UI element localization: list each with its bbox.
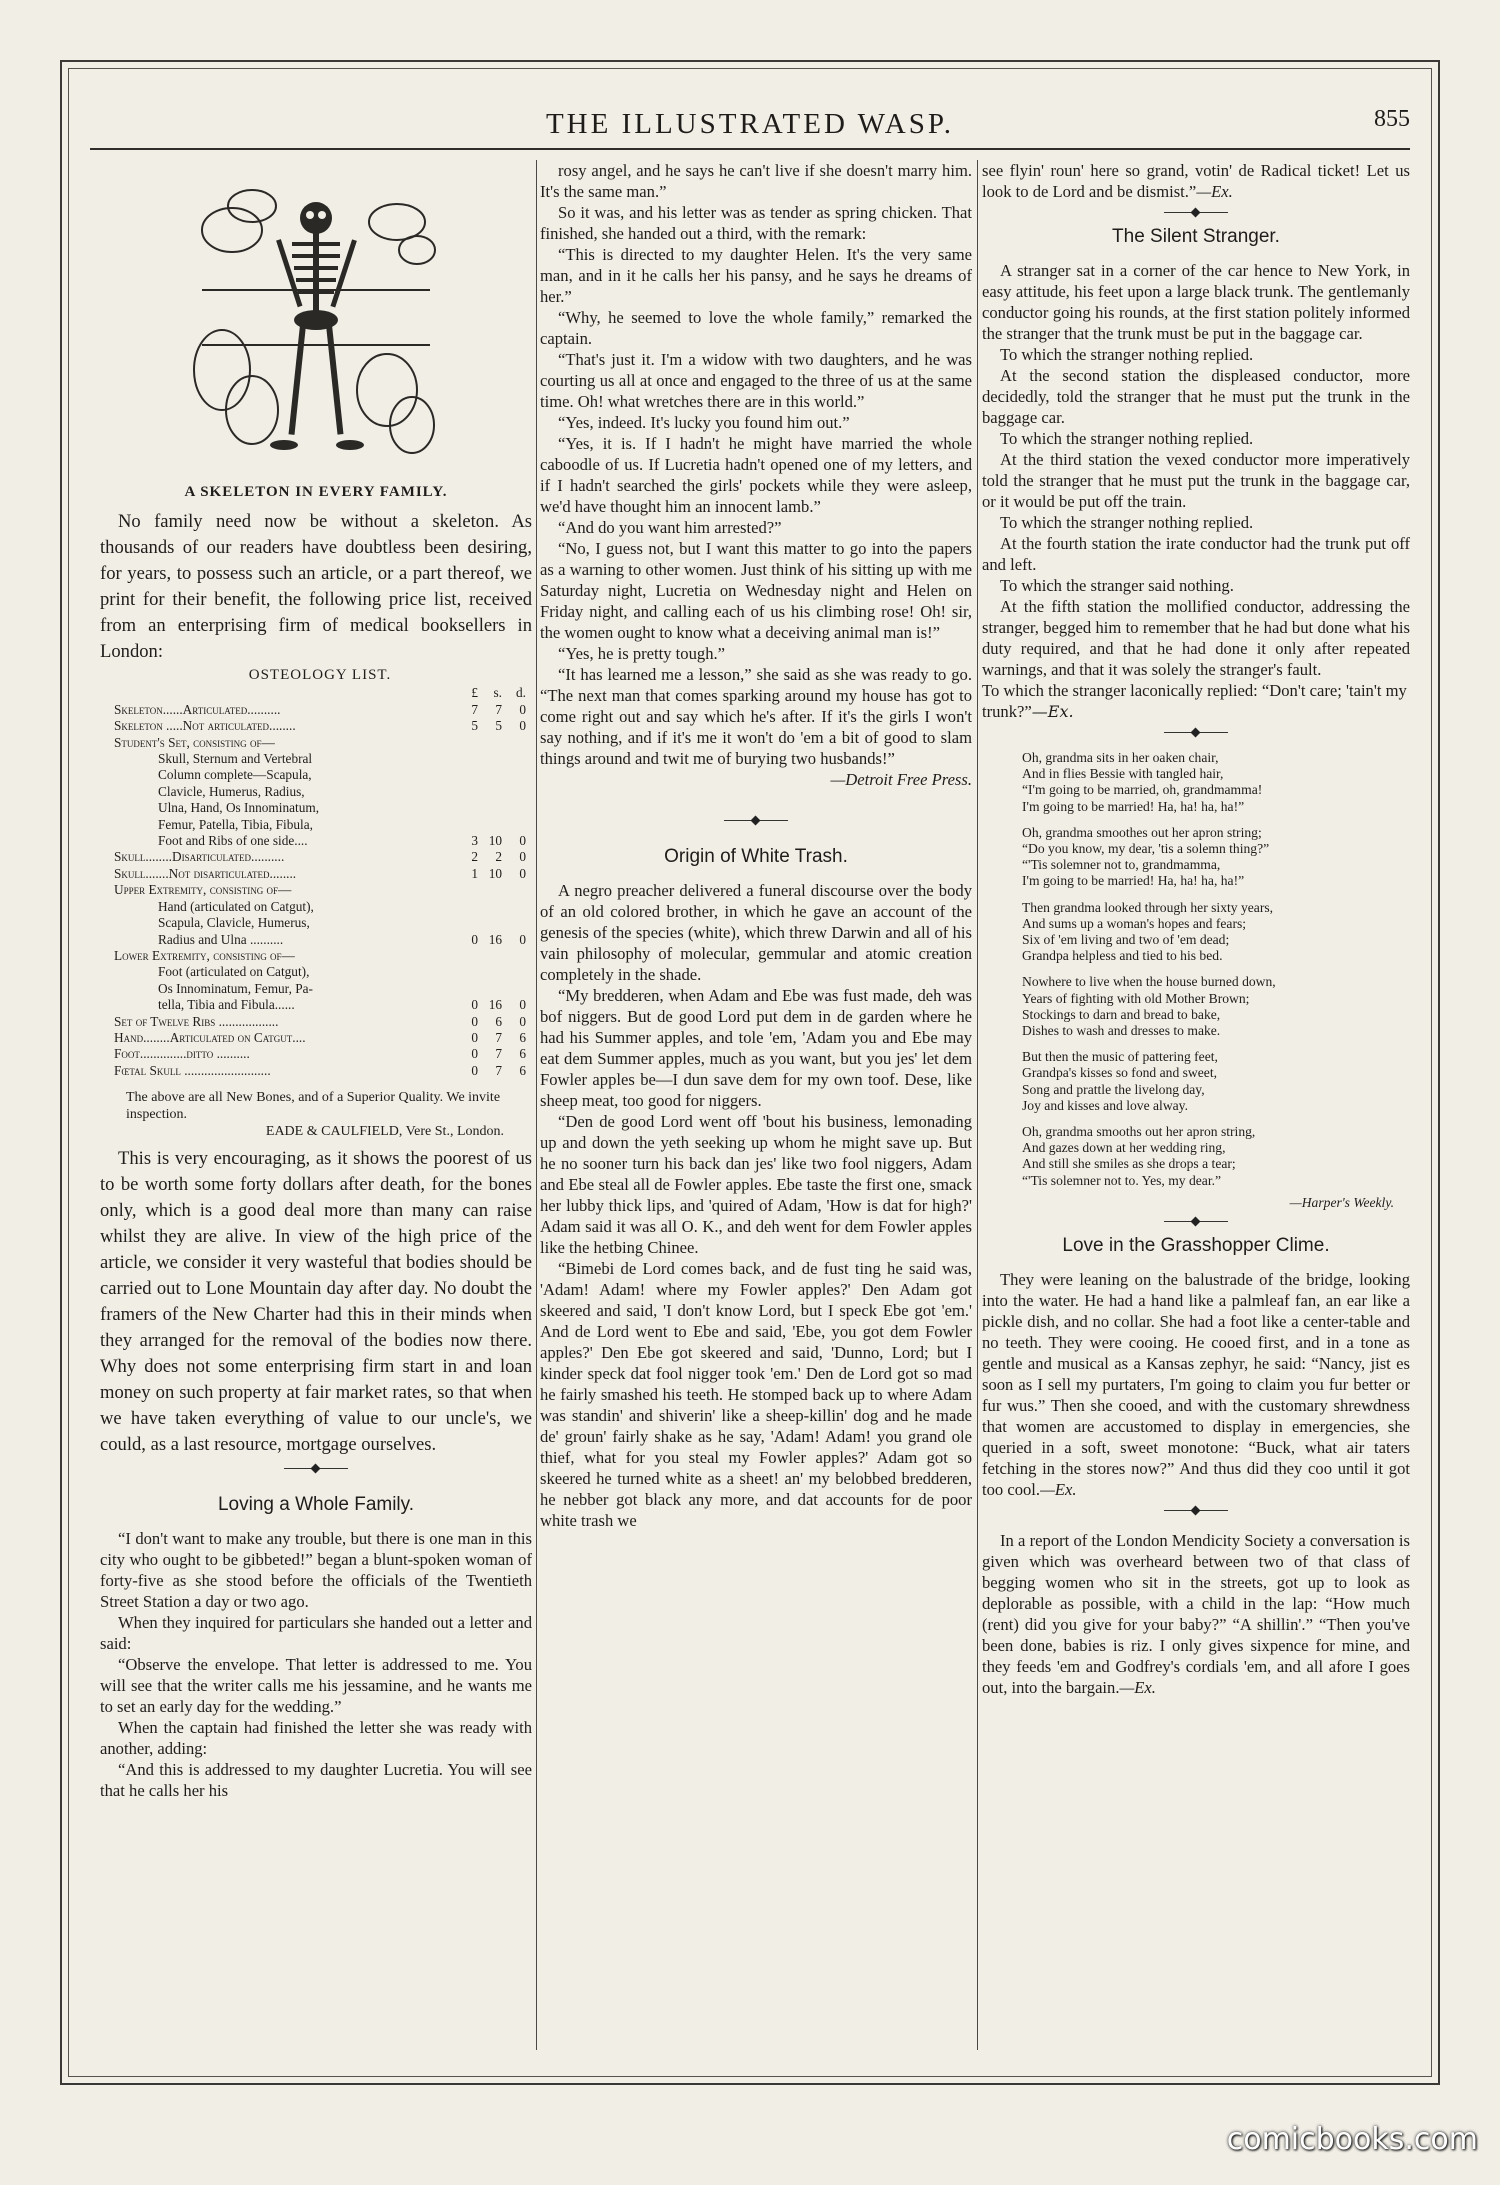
item-name: Foot..............ditto .......... [114, 1046, 250, 1062]
skeleton-illustration [192, 170, 440, 470]
item-name: Hand (articulated on Catgut), [158, 898, 314, 914]
item-name: Skull.......Not disarticulated........ [114, 865, 297, 881]
poem-line: Stockings to darn and bread to bake, [1022, 1006, 1221, 1022]
poem-line: And gazes down at her wedding ring, [1022, 1140, 1226, 1156]
item-price-d [502, 751, 526, 767]
item-name: Skull, Sternum and Vertebral [158, 751, 313, 767]
item-price-p [454, 767, 478, 783]
story-body: They were leaning on the balustrade of the bridge, looking into the water. He had a hand like a palmleaf fan, an ear like a pickle dish, and no collar. She had a foot like a center-table and no teeth. They were cooing. He cooed first, and in a tone as gentle and musical as a Kansas zephyr, he said: “Nancy, jist es soon as I sell my purtaters, I'm going to claim you fur better or fur wus.” Then she cooed, and with the customary shrewdness that women are accustomed to display in emergencies, she queried in a soft, sweet monotone: “Buck, what air taters fetching in the stores now?” And thus did they coo until it got too cool. [982, 1270, 1410, 1500]
item-price-d: 0 [519, 701, 526, 717]
poem-stanza [1022, 1124, 1410, 1189]
paragraph: To which the stranger nothing replied. [1000, 513, 1254, 532]
item-price-p [454, 964, 478, 980]
osteology-row [114, 1030, 526, 1046]
list-note [126, 1089, 528, 1140]
item-name: Os Innominatum, Femur, Pa- [158, 980, 313, 996]
paragraph: rosy angel, and he says he can't live if she doesn't marry him. It's the same man.” [540, 161, 972, 201]
masthead-rule [90, 148, 1410, 150]
item-price-d [502, 817, 526, 833]
item-price-s [478, 767, 502, 783]
paragraph: “And this is addressed to my daughter Lucretia. You will see that he calls her his [100, 1760, 532, 1801]
item-price-s [478, 981, 502, 997]
poem-source: —Harper's Weekly. [1289, 1194, 1394, 1210]
poem-line: Joy and kisses and love alway. [1022, 1097, 1188, 1113]
item-price-p [454, 800, 478, 816]
poem-stanza [1022, 900, 1410, 965]
poem-line: Oh, grandma smooths out her apron string, [1022, 1124, 1256, 1140]
paragraph: To which the stranger laconically replied: “Don't care; 'tain't my trunk?” [982, 681, 1407, 721]
item-price-s [478, 964, 502, 980]
item-name: Skeleton .....Not articulated........ [114, 718, 296, 734]
poem-line: “'Tis solemner not to. Yes, my dear.” [1022, 1172, 1222, 1188]
item-name: Upper Extremity, consisting of— [114, 882, 292, 898]
item-price-s [478, 948, 502, 964]
poem-stanza [1022, 825, 1410, 890]
osteology-row [114, 735, 526, 751]
story-continuation: see flyin' roun' here so grand, votin' de Radical ticket! Let us look to de Lord and be dismist.” [982, 161, 1410, 201]
item-price-p [454, 948, 478, 964]
item-name: Radius and Ulna .......... [158, 931, 284, 947]
item-name: Clavicle, Humerus, Radius, [158, 783, 305, 799]
paragraph: “It has learned me a lesson,” she said as she was ready to go. “The next man that comes sparking around my house has got to come right out and say which he's after. If it's the girls I won't say nothing, and if it's me it won't do 'em a bit of good to slam things around and twit me of burying two husbands!” [540, 665, 972, 768]
section-ornament [982, 202, 1410, 224]
paragraph: To which the stranger said nothing. [1000, 576, 1234, 595]
item-price-s [478, 817, 502, 833]
item-price-p [454, 981, 478, 997]
item-name: Skeleton......Articulated.......... [114, 701, 281, 717]
story-body: In a report of the London Mendicity Society a conversation is given which was overheard between two of that class of begging women who sit in the streets, got up to look as deplorable as possible, with a child in the lap: “How much (rent) did you give for your baby?” “A shillin'.” “Then you've been done, babies is riz. I only gives sixpence for mine, and they feeds 'em and Godfrey's cordials 'em, and all afore I goes out, into the bargain. [982, 1531, 1410, 1698]
column-3 [982, 160, 1410, 1698]
item-name: Student's Set, consisting of— [114, 734, 275, 750]
item-price-p [454, 915, 478, 931]
item-price-p: 0 [471, 1013, 478, 1029]
osteology-rows [114, 702, 526, 1079]
item-price-p [454, 784, 478, 800]
poem-line: “'Tis solemner not to, grandmamma, [1022, 857, 1221, 873]
poem-line: Then grandma looked through her sixty years, [1022, 899, 1274, 915]
paragraph: “And do you want him arrested?” [558, 518, 782, 537]
item-name: Hand........Articulated on Catgut.... [114, 1029, 306, 1045]
paragraph: “Observe the envelope. That letter is addressed to me. You will see that the writer calls me his jessamine, and he wants me to set an early day for the wedding.” [100, 1655, 532, 1717]
poem-line: Oh, grandma sits in her oaken chair, [1022, 750, 1219, 765]
paragraph: A negro preacher delivered a funeral discourse over the body of an old colored brother, in which he gave an account of the genesis of the species (white), which threw Darwin and all of his vain philosophy of molecular, gemmular and atomic creation completely in the shade. [540, 881, 972, 984]
item-price-d: 6 [519, 1046, 526, 1062]
osteology-row [114, 849, 526, 865]
item-name: Skull........Disarticulated.......... [114, 849, 285, 865]
story-source: —Ex. [1040, 1480, 1077, 1500]
osteology-row [114, 833, 526, 849]
story-title-loving-family: Loving a Whole Family. [217, 1494, 415, 1516]
poem-stanza [1022, 750, 1410, 815]
paragraph: “Den de good Lord went off 'bout his business, lemonading up and down the yeth seeking up whom he might save up. But he no sooner turn his back dan jes' like two fool niggers, Adam and Ebe steal all de Fowler apples. Ebe taste the first one, smack her lubby thick lips, and 'quired of Adam, 'How is dat for high?' Adam said it was all O. K., and deh went for dem Fowler apples like the hetbing Chinee. [540, 1112, 972, 1257]
osteology-row [114, 866, 526, 882]
osteology-row [114, 932, 526, 948]
section-ornament [982, 1500, 1410, 1522]
poem-line: Song and prattle the livelong day, [1022, 1081, 1205, 1097]
item-price-s: 5 [495, 718, 502, 734]
page-number: 855 [1374, 106, 1410, 132]
section-ornament [982, 1211, 1410, 1233]
paragraph: To which the stranger nothing replied. [1000, 345, 1254, 364]
item-price-s: 7 [495, 1029, 502, 1045]
poem-line: And still she smiles as she drops a tear; [1022, 1156, 1236, 1172]
column-2 [540, 160, 972, 1531]
item-price-p: 0 [471, 997, 478, 1013]
item-price-s [478, 915, 502, 931]
osteology-row [114, 1063, 526, 1079]
illustration-caption: A SKELETON IN EVERY FAMILY. [184, 484, 448, 500]
item-name: Scapula, Clavicle, Humerus, [158, 915, 310, 931]
paragraph: A stranger sat in a corner of the car hence to New York, in easy attitude, his feet upon a large black trunk. The gentlemanly conductor going his rounds, at the first station politely informed the stranger that the trunk must be put in the baggage car. [982, 261, 1410, 343]
poem-line: “Do you know, my dear, 'tis a solemn thing?” [1022, 841, 1270, 857]
item-price-d: 6 [519, 1029, 526, 1045]
item-price-p: 0 [471, 1029, 478, 1045]
poem-stanza [1022, 1049, 1410, 1114]
item-price-s: 2 [495, 849, 502, 865]
osteology-row [114, 718, 526, 734]
item-price-p: 1 [471, 865, 478, 881]
item-price-p: 5 [471, 718, 478, 734]
list-signature: EADE & CAULFIELD, Vere St., London. [265, 1124, 504, 1140]
item-price-s [478, 882, 502, 898]
osteology-row [114, 997, 526, 1013]
masthead [68, 98, 1432, 146]
section-ornament [982, 722, 1410, 744]
column-divider [977, 160, 978, 2050]
story-body [982, 260, 1410, 722]
paragraph: When they inquired for particulars she handed out a letter and said: [100, 1613, 532, 1654]
poem-line: Oh, grandma smoothes out her apron string; [1022, 824, 1262, 840]
paragraph: At the third station the vexed conductor more imperatively told the stranger that he must put the trunk in the baggage car, or it would be put off the train. [982, 450, 1410, 511]
currency-pence: d. [516, 685, 526, 701]
osteology-row [114, 882, 526, 898]
item-name: Femur, Patella, Tibia, Fibula, [158, 816, 313, 832]
item-price-d [502, 899, 526, 915]
currency-header [114, 685, 526, 701]
item-price-d: 0 [519, 997, 526, 1013]
poem-line: “I'm going to be married, oh, grandmamma! [1022, 782, 1263, 798]
story-source: —Ex. [1196, 182, 1233, 201]
item-name: Foot (articulated on Catgut), [158, 964, 310, 980]
osteology-row [114, 964, 526, 980]
story-title-grasshopper: Love in the Grasshopper Clime. [1062, 1235, 1330, 1257]
story-title-white-trash: Origin of White Trash. [664, 846, 848, 867]
poem-line: Years of fighting with old Mother Brown; [1022, 990, 1250, 1006]
item-price-d [502, 964, 526, 980]
item-price-s: 16 [488, 997, 502, 1013]
paragraph: “Bimebi de Lord comes back, and de fust ting he said was, 'Adam! Adam! where my Fowler apples?' Den Adam got skeered and said, 'I don't know Lord, but I speck Ebe got 'em.' And de Lord went to Ebe and said, 'Ebe, you got dem Fowler apples?' Den Ebe got skeered and said, 'Dunno, Lord; but I kinder speck dat fool nigger took 'em.' Den de Lord got so mad he fairly smashed his teeth. He stomped back up to where Adam was standin' and shiverin' like a sheep-killin' dog and he made de' groun' fairly shake as he say, 'Adam! Adam! you grand ole thief, what for you steal my Fowler apples?' Adam got so skeered he turned white as a sheet! an' my belobbed bredderen, he nebber got black any more, and dat accounts for de poor white trash we [540, 1259, 972, 1530]
item-price-p [454, 735, 478, 751]
section-ornament [100, 1458, 532, 1480]
item-name: Set of Twelve Ribs .................. [114, 1013, 279, 1029]
poem [1022, 750, 1410, 1211]
story-title-silent-stranger: The Silent Stranger. [1112, 226, 1280, 247]
paragraph: At the fourth station the irate conductor had the trunk put off and left. [982, 534, 1410, 574]
item-price-d [502, 948, 526, 964]
item-price-p [454, 817, 478, 833]
item-price-s: 6 [495, 1013, 502, 1029]
site-watermark: comicbooks.com [1226, 2122, 1478, 2157]
item-name: Column complete—Scapula, [158, 767, 312, 783]
item-price-s: 7 [495, 1062, 502, 1078]
osteology-row [114, 800, 526, 816]
story-source: —Ex. [1031, 702, 1074, 721]
item-price-p [454, 882, 478, 898]
item-price-s: 7 [495, 1046, 502, 1062]
skeleton-intro: No family need now be without a skeleton. As thousands of our readers have doubtless been desiring, for years, to possess such an article, or a part thereof, we print for their benefit, the following price list, received from an enterprising firm of medical booksellers in London: [100, 511, 532, 662]
item-price-p: 0 [471, 1062, 478, 1078]
paragraph: To which the stranger nothing replied. [1000, 429, 1254, 448]
item-price-d [502, 735, 526, 751]
item-price-d: 0 [519, 718, 526, 734]
item-name: Lower Extremity, consisting of— [114, 947, 295, 963]
section-ornament [540, 810, 972, 832]
osteology-row [114, 1014, 526, 1030]
item-price-p: 0 [471, 1046, 478, 1062]
item-price-d: 0 [519, 849, 526, 865]
poem-line: But then the music of pattering feet, [1022, 1049, 1218, 1065]
item-price-s [478, 800, 502, 816]
paragraph: “This is directed to my daughter Helen. It's the very same man, and in it he calls her his pansy, and he says he dreams of her.” [540, 245, 972, 306]
paragraph: “Why, he seemed to love the whole family,” remarked the captain. [540, 308, 972, 348]
story-body [100, 1528, 532, 1801]
osteology-row [114, 981, 526, 997]
poem-stanza [1022, 974, 1410, 1039]
paragraph: “I don't want to make any trouble, but there is one man in this city who ought to be gibbeted!” began a blunt-spoken woman of forty-five as she stood before the officials of the Twentieth Street Station a day or two ago. [100, 1529, 532, 1612]
item-price-p [454, 751, 478, 767]
skeleton-commentary: This is very encouraging, as it shows the poorest of us to be worth some forty dollars after death, for the bones only, which is a good deal more than many can raise whilst they are alive. In view of the high price of the article, we consider it very wasteful that bodies should be carried out to Lone Mountain day after day. No doubt the framers of the New Charter had this in their minds when they arranged for the removal of the bodies now there. Why does not some enterprising firm start in and loan money on such property at fair market rates, so that when we have taken everything of value to our uncle's, we could, as a last resource, mortgage ourselves. [100, 1148, 532, 1456]
item-name: Ulna, Hand, Os Innominatum, [158, 800, 320, 816]
poem-line: And in flies Bessie with tangled hair, [1022, 766, 1224, 782]
paragraph: “That's just it. I'm a widow with two daughters, and he was courting us all at once and engaged to the three of us at the same time. Oh! what wretches there are in this world.” [540, 350, 972, 411]
osteology-list-title: OSTEOLOGY LIST. [248, 667, 392, 683]
osteology-row [114, 751, 526, 767]
paragraph: At the second station the displeased conductor, more decidedly, told the stranger that he must put the trunk in the baggage car. [982, 366, 1410, 427]
item-price-d: 0 [519, 931, 526, 947]
item-price-p: 7 [471, 701, 478, 717]
paragraph: At the fifth station the mollified conductor, addressing the stranger, begged him to remember that he had but done what his duty required, and that he had done it only after repeated warnings, and that it was solely the stranger's fault. [982, 597, 1410, 679]
item-price-s: 7 [495, 701, 502, 717]
item-price-d: 0 [519, 1013, 526, 1029]
osteology-row [114, 915, 526, 931]
story-continuation [540, 160, 972, 769]
item-price-p [454, 899, 478, 915]
poem-line: Dishes to wash and dresses to make. [1022, 1023, 1221, 1039]
story-source: —Ex. [1119, 1678, 1156, 1698]
item-price-s: 16 [488, 931, 502, 947]
item-price-p: 3 [471, 833, 478, 849]
poem-line: Grandpa's kisses so fond and sweet, [1022, 1065, 1217, 1081]
osteology-row [114, 948, 526, 964]
item-price-s: 10 [488, 865, 502, 881]
paragraph: “Yes, he is pretty tough.” [558, 644, 725, 663]
osteology-row [114, 899, 526, 915]
osteology-row [114, 817, 526, 833]
story-body [540, 880, 972, 1531]
item-price-d [502, 784, 526, 800]
paragraph: When the captain had finished the letter she was ready with another, adding: [100, 1718, 532, 1759]
item-price-d [502, 882, 526, 898]
item-name: Foot and Ribs of one side.... [158, 833, 308, 849]
poem-line: And sums up a woman's hopes and fears; [1022, 915, 1247, 931]
item-price-d: 6 [519, 1062, 526, 1078]
item-price-d [502, 981, 526, 997]
currency-shillings: s. [493, 685, 502, 701]
item-name: tella, Tibia and Fibula...... [158, 997, 295, 1013]
item-price-p: 2 [471, 849, 478, 865]
list-note-text: The above are all New Bones, and of a Superior Quality. We invite inspection. [126, 1090, 501, 1123]
item-price-s [478, 784, 502, 800]
item-price-p: 0 [471, 931, 478, 947]
masthead-title: THE ILLUSTRATED WASP. [545, 108, 955, 140]
item-price-d [502, 767, 526, 783]
poem-line: I'm going to be married! Ha, ha! ha, ha!” [1022, 873, 1245, 889]
poem-line: Grandpa helpless and tied to his bed. [1022, 948, 1223, 964]
item-price-d [502, 800, 526, 816]
osteology-row [114, 1046, 526, 1062]
paragraph: “Yes, indeed. It's lucky you found him out.” [558, 413, 850, 432]
poem-line: I'm going to be married! Ha, ha! ha, ha!” [1022, 798, 1245, 814]
item-price-s: 10 [488, 833, 502, 849]
item-price-s [478, 899, 502, 915]
item-price-d [502, 915, 526, 931]
paragraph: “No, I guess not, but I want this matter to go into the papers as a warning to other women. Just think of his sitting up with me Saturday night, Lucretia on Wednesday night and Helen on Friday night, and calling each of us his climbing rose! Oh! sir, the women ought to know what a deceiving animal man is!” [540, 539, 972, 642]
paragraph: “My bredderen, when Adam and Ebe was fust made, deh was bof niggers. But de good Lord put dem in de garden where he had his Summer apples, and tole 'em, 'Adam you and Ebe may eat dem Summer apples, much as you want, but you jes' let dem Fowler apples be—I dun save dem for my own toof. Dese, like sheep meat, too good for niggers. [540, 986, 972, 1110]
paragraph: So it was, and his letter was as tender as spring chicken. That finished, she handed out a third, with the remark: [540, 203, 972, 243]
column-divider [536, 160, 537, 2050]
osteology-row [114, 767, 526, 783]
currency-pounds: £ [471, 685, 478, 701]
osteology-list [114, 667, 526, 1079]
poem-line: Six of 'em living and two of 'em dead; [1022, 932, 1230, 948]
item-price-s [478, 751, 502, 767]
paragraph: “Yes, it is. If I hadn't he might have married the whole caboodle of us. If Lucretia hadn't opened one of my letters, and if I hadn't searched the girls' pockets while they were asleep, we'd have thought him an innocent lamb.” [540, 434, 972, 516]
item-price-d: 0 [519, 833, 526, 849]
osteology-row [114, 784, 526, 800]
poem-line: Nowhere to live when the house burned down, [1022, 974, 1276, 990]
story-source: —Detroit Free Press. [830, 770, 972, 789]
item-price-s [478, 735, 502, 751]
item-name: Fœtal Skull .......................... [114, 1062, 271, 1078]
column-1 [100, 160, 532, 1801]
item-price-d: 0 [519, 865, 526, 881]
osteology-row [114, 702, 526, 718]
